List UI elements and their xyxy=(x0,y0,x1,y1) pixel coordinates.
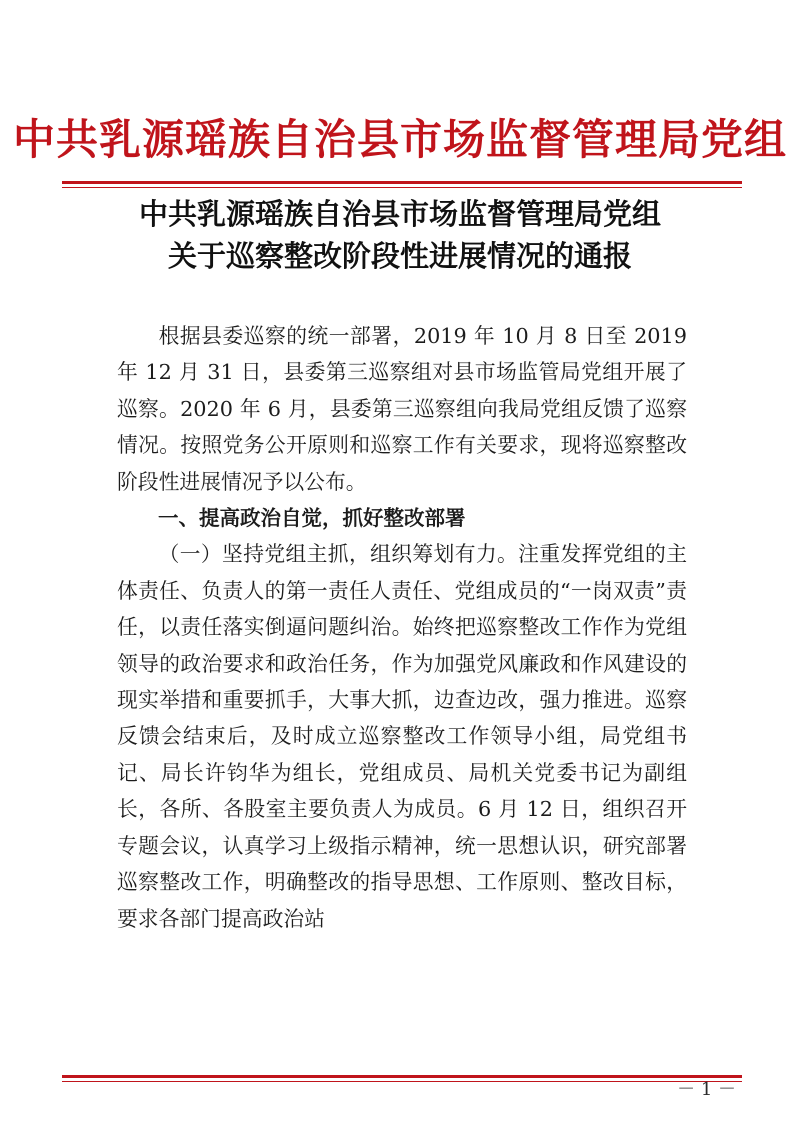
document-title-line-2: 关于巡察整改阶段性进展情况的通报 xyxy=(167,239,632,273)
header-red-rule-thin xyxy=(62,187,742,188)
issuer-header-title: 中共乳源瑶族自治县市场监督管理局党组 xyxy=(12,115,787,164)
intro-paragraph: 根据县委巡察的统一部署，2019 年 10 月 8 日至 2019 年 12 月 31 日，县委第三巡察组对县市场监管局党组开展了巡察。2020 年 6 月，县委第三巡察组向我局党组反馈了巡察情况。按照党务公开原则和巡察工作有关要求，现将巡察整改阶段性进展情况予以公布。 xyxy=(117,324,687,494)
footer-red-rule-thin xyxy=(62,1081,742,1082)
page-number: － 1 － xyxy=(677,1079,736,1100)
document-body xyxy=(117,318,687,937)
body-paragraph: （一）坚持党组主抓，组织筹划有力。注重发挥党组的主体责任、负责人的第一责任人责任、党组成员的“一岗双责”责任，以责任落实倒逼问题纠治。始终把巡察整改工作作为党组领导的政治要求和政治任务，作为加强党风廉政和作风建设的现实举措和重要抓手，大事大抓，边查边改，强力推进。巡察反馈会结束后，及时成立巡察整改工作领导小组，局党组书记、局长许钧华为组长，党组成员、局机关党委书记为副组长，各所、各股室主要负责人为成员。6 月 12 日，组织召开专题会议，认真学习上级指示精神，统一思想认识，研究部署巡察整改工作，明确整改的指导思想、工作原则、整改目标，要求各部门提高政治站 xyxy=(117,542,687,931)
section-heading: 一、提高政治自觉，抓好整改部署 xyxy=(158,506,466,531)
footer-red-rule-thick xyxy=(62,1075,742,1078)
header-red-rule-thick xyxy=(62,181,742,184)
document-title-line-1: 中共乳源瑶族自治县市场监督管理局党组 xyxy=(138,197,661,231)
